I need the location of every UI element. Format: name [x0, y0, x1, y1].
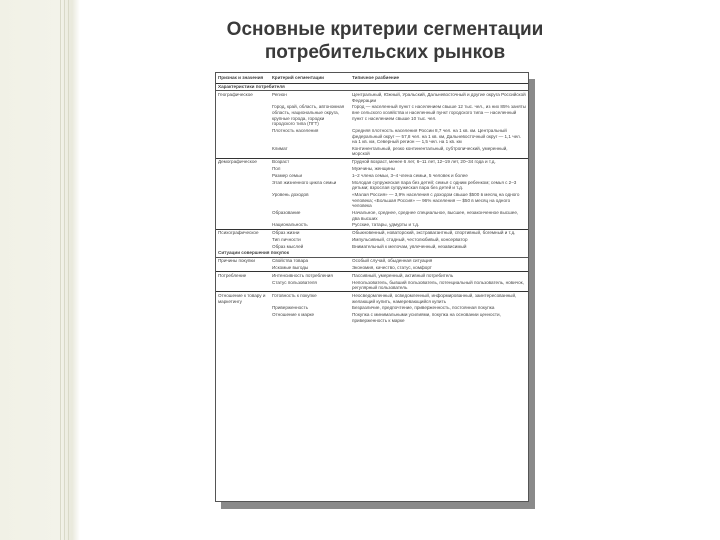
table-cell: Мужчины, женщины	[352, 166, 395, 172]
table-header-cell: Признак и значения	[216, 73, 270, 83]
table-row	[216, 145, 528, 158]
table-section-cell: Характеристики потребителя	[216, 83, 528, 91]
table-cell	[216, 165, 270, 172]
table-cell: Психографическое	[216, 229, 270, 236]
table-cell: Континентальный, резко континентальный, субтропический, умеренный, морской	[352, 145, 508, 157]
table-cell: Тип личности	[272, 236, 301, 242]
table-row	[216, 191, 528, 209]
table-cell: Импульсивный, стадный, честолюбивый, консерватор	[352, 236, 468, 242]
table-row	[216, 165, 528, 172]
table-cell: Покупка с минимальными усилиями, покупка на основании ценности, приверженность к марке	[352, 312, 501, 323]
table-row	[216, 236, 528, 243]
table-row	[216, 292, 528, 305]
table-cell	[216, 243, 270, 250]
table-header-row	[216, 73, 528, 83]
table-row	[216, 243, 528, 250]
table-row	[216, 91, 528, 104]
table-cell: Этап жизненного цикла семьи	[272, 179, 337, 185]
table-row	[216, 305, 528, 312]
table-row	[216, 104, 528, 128]
table-cell: Географическое	[218, 91, 253, 97]
table-section-cell: Ситуации совершения покупок	[216, 250, 528, 257]
band-stripe	[60, 0, 61, 540]
table-cell: Приверженность	[272, 305, 308, 311]
table-cell: Особый случай, обыденная ситуация	[352, 258, 433, 264]
table-row	[216, 158, 528, 165]
band-stripe	[64, 0, 65, 540]
table-cell	[216, 209, 270, 221]
segmentation-table-document	[215, 72, 529, 502]
table-cell: Непользователь, бывший пользователь, потенциальный пользователь, новичок, регулярный пользователь	[352, 279, 524, 291]
table-cell: Город, край, область, автономная область, национальные округа, крупные города, городки городского типа (ПГТ)	[272, 104, 345, 127]
table-cell: Статус пользователя	[272, 279, 317, 285]
table-cell: Неосведомленный, осведомленный, информированный, заинтересованный, желающий купить, намеревающийся купить	[350, 292, 528, 305]
table-row	[216, 279, 528, 292]
table-cell: Свойства товара	[272, 258, 309, 264]
table-row	[216, 179, 528, 191]
segmentation-table	[216, 73, 528, 324]
table-cell: Плотность населения	[272, 127, 319, 133]
table-cell: Климат	[272, 145, 288, 151]
table-row	[216, 222, 528, 229]
table-cell: Образ жизни	[270, 229, 350, 236]
table-cell: Центральный, Южный, Уральский, Дальневосточный и другие округа Российской Федерации	[352, 91, 526, 103]
table-cell: 1–2 члена семьи, 3–4 члена семьи, 5 человек и более	[352, 172, 468, 178]
table-header-cell: Критерий сегментации	[270, 73, 350, 83]
table-cell: Пассивный, умеренный, активный потребитель	[350, 272, 528, 279]
table-cell	[216, 104, 270, 128]
table-cell	[216, 172, 270, 179]
table-cell: Пол	[272, 166, 281, 172]
table-cell	[216, 279, 270, 292]
table-cell: Русские, татары, удмурты и т.д.	[352, 222, 420, 228]
table-cell	[216, 236, 270, 243]
table-cell: Город — населенный пункт с населением свыше 12 тыс. чел., из них 85% заняты вне сельского хозяйства и населенный пункт городского типа — населенный пункт с населением свыше 10 тыс. чел.	[352, 104, 526, 121]
slide-title-line-1: Основные критерии сегментации	[226, 19, 544, 40]
table-section-row	[216, 83, 528, 91]
left-decorative-band	[0, 0, 80, 540]
table-cell	[216, 127, 270, 145]
table-cell: Уровень доходов	[272, 191, 309, 197]
table-cell: «Малая Россия» — 3,9% населения с доходом свыше $500 в месяц на одного человека; «Большая Россия» — 96% населения — $50 в месяц на одного человека	[352, 191, 520, 209]
table-cell	[216, 312, 270, 324]
table-row	[216, 312, 528, 324]
table-row	[216, 257, 528, 264]
table-cell: Отношение к марке	[272, 312, 315, 318]
table-cell: Грудной возраст, менее 6 лет, 6–11 лет, 12–19 лет, 20–34 года и т.д.	[350, 158, 528, 165]
table-cell: Демографическое	[216, 158, 270, 165]
table-cell	[216, 222, 270, 229]
table-cell: Внимательный к мелочам, увлеченный, независимый	[352, 243, 467, 249]
table-cell	[216, 264, 270, 271]
table-cell: Начальное, среднее, среднее специальное, высшее, незаконченное высшее, два высших	[352, 209, 519, 221]
table-cell	[216, 305, 270, 312]
table-cell: Искомые выгоды	[272, 265, 309, 270]
table-cell: Отношение к товару и маркетингу	[216, 292, 270, 305]
slide-title-line-2: потребительских рынков	[264, 42, 506, 63]
table-cell: Средняя плотность населения России 8,7 чел. на 1 кв. км. Центральный федеральный округ — 57,8 чел. на 1 кв. км, Дальневосточный округ — 1,1 чел. на 1 кв. км, Северный регион — 1,5 чел. на 1 кв. км	[352, 127, 521, 145]
table-cell	[216, 191, 270, 209]
table-cell: Интенсивность потребления	[270, 272, 350, 279]
table-header-cell: Типичное разбиение	[350, 73, 528, 83]
table-row	[216, 209, 528, 221]
table-row	[216, 264, 528, 271]
table-section-row	[216, 250, 528, 257]
table-cell: Регион	[272, 91, 287, 97]
slide-title	[150, 18, 620, 64]
table-cell: Экономия, качество, статус, комфорт	[352, 265, 432, 270]
table-cell: Национальность	[272, 222, 308, 228]
table-cell: Образование	[272, 209, 301, 215]
table-cell: Образ мыслей	[272, 243, 304, 249]
table-cell: Возраст	[270, 158, 350, 165]
table-cell: Молодая супружеская пара без детей; семья с одним ребенком; семья с 2–3 детьми; взрослая супружеская пара без детей и т.д.	[352, 179, 517, 191]
table-cell	[216, 145, 270, 158]
table-cell: Готовность к покупке	[270, 292, 350, 305]
table-row	[216, 272, 528, 279]
table-row	[216, 172, 528, 179]
table-row	[216, 127, 528, 145]
table-cell	[216, 179, 270, 191]
table-cell: Потребление	[216, 272, 270, 279]
table-row	[216, 229, 528, 236]
table-cell: Безразличие, предпочтение, приверженность, постоянная покупка	[352, 305, 495, 311]
table-cell: Размер семьи	[272, 172, 303, 178]
table-cell: Обыкновенный, новаторский, экстравагантный, спортивный, богемный и т.д.	[350, 229, 528, 236]
band-stripe	[68, 0, 69, 540]
table-cell: Причины покупки	[218, 258, 255, 264]
